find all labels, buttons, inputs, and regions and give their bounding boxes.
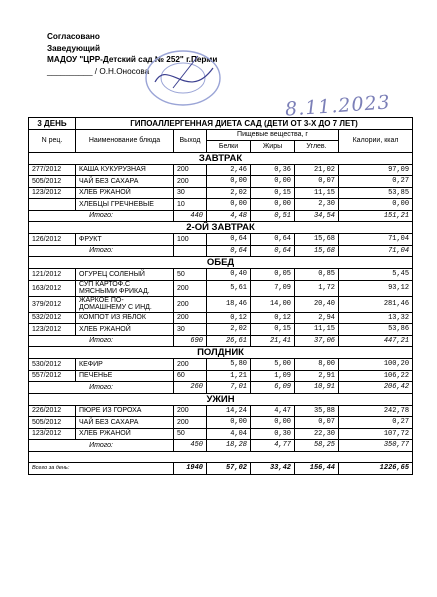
recipe-cell: 226/2012 [29, 405, 76, 417]
col-carbs-header: Углев. [295, 141, 339, 153]
dish-name-cell: ОГУРЕЦ СОЛЕНЫЙ [76, 269, 174, 281]
fat-cell: 0,00 [251, 176, 295, 188]
section-title: УЖИН [29, 393, 413, 405]
calories-cell: 97,09 [339, 164, 413, 176]
fat-cell: 4,47 [251, 405, 295, 417]
handwritten-date: 8.11.2023 [284, 91, 392, 121]
subtotal-label: Итого: [29, 382, 174, 394]
fat-cell: 5,00 [251, 359, 295, 371]
col-fat-header: Жиры [251, 141, 295, 153]
col-yield-header: Выход [174, 129, 207, 152]
col-protein-header: Белки [207, 141, 251, 153]
fat-cell: 0,30 [251, 428, 295, 440]
protein-cell: 0,64 [207, 234, 251, 246]
calories-cell: 0,00 [339, 199, 413, 211]
dish-name-cell: ФРУКТ [76, 234, 174, 246]
subtotal-fat: 0,64 [251, 245, 295, 257]
calories-cell: 281,46 [339, 296, 413, 312]
yield-cell: 200 [174, 296, 207, 312]
recipe-cell: 123/2012 [29, 324, 76, 336]
calories-cell: 53,86 [339, 324, 413, 336]
col-calories-header: Калории, ккал [339, 129, 413, 152]
subtotal-yield: 690 [174, 335, 207, 347]
dish-name-cell: ХЛЕБ РЖАНОЙ [76, 428, 174, 440]
grand-total-protein: 57,02 [207, 463, 251, 475]
protein-cell: 5,61 [207, 280, 251, 296]
calories-cell: 53,85 [339, 187, 413, 199]
yield-cell: 50 [174, 428, 207, 440]
calories-cell: 93,12 [339, 280, 413, 296]
table-row [29, 370, 413, 382]
section-row-snack [29, 347, 413, 359]
calories-cell: 71,04 [339, 234, 413, 246]
table-row [29, 428, 413, 440]
fat-cell: 0,36 [251, 164, 295, 176]
yield-cell: 200 [174, 164, 207, 176]
carbs-cell: 2,91 [295, 370, 339, 382]
fat-cell: 0,15 [251, 324, 295, 336]
table-row [29, 324, 413, 336]
menu-table [28, 117, 413, 475]
carbs-cell: 15,68 [295, 234, 339, 246]
yield-cell: 30 [174, 187, 207, 199]
grand-total-yield: 1940 [174, 463, 207, 475]
calories-cell: 5,45 [339, 269, 413, 281]
grand-total-carbs: 156,44 [295, 463, 339, 475]
yield-cell: 200 [174, 312, 207, 324]
carbs-cell: 0,07 [295, 176, 339, 188]
subtotal-calories: 350,77 [339, 440, 413, 452]
recipe-cell: 505/2012 [29, 176, 76, 188]
yield-cell: 100 [174, 234, 207, 246]
table-header-row [29, 129, 413, 141]
recipe-cell: 126/2012 [29, 234, 76, 246]
section-row-breakfast [29, 152, 413, 164]
section-row-dinner [29, 393, 413, 405]
fat-cell: 7,09 [251, 280, 295, 296]
table-row [29, 405, 413, 417]
subtotal-yield [174, 245, 207, 257]
carbs-cell: 2,94 [295, 312, 339, 324]
table-row [29, 417, 413, 429]
fat-cell: 14,00 [251, 296, 295, 312]
table-row [29, 312, 413, 324]
table-row [29, 269, 413, 281]
table-row [29, 187, 413, 199]
section-title: ЗАВТРАК [29, 152, 413, 164]
carbs-cell: 35,88 [295, 405, 339, 417]
dish-name-cell: КАША КУКУРУЗНАЯ [76, 164, 174, 176]
subtotal-row [29, 335, 413, 347]
carbs-cell: 22,30 [295, 428, 339, 440]
subtotal-protein: 7,01 [207, 382, 251, 394]
dish-name-cell: ЧАЙ БЕЗ САХАРА [76, 176, 174, 188]
yield-cell: 200 [174, 417, 207, 429]
dish-name-cell: ЖАРКОЕ ПО-ДОМАШНЕМУ С ИНД. [76, 296, 174, 312]
subtotal-calories: 447,21 [339, 335, 413, 347]
grand-total-fat: 33,42 [251, 463, 295, 475]
table-row [29, 296, 413, 312]
protein-cell: 0,00 [207, 199, 251, 211]
protein-cell: 1,21 [207, 370, 251, 382]
protein-cell: 14,24 [207, 405, 251, 417]
yield-cell: 30 [174, 324, 207, 336]
section-title: ПОЛДНИК [29, 347, 413, 359]
recipe-cell: 163/2012 [29, 280, 76, 296]
protein-cell: 4,04 [207, 428, 251, 440]
carbs-cell: 21,02 [295, 164, 339, 176]
subtotal-row [29, 382, 413, 394]
stamp-seal [143, 48, 223, 108]
subtotal-carbs: 37,06 [295, 335, 339, 347]
subtotal-carbs: 10,91 [295, 382, 339, 394]
yield-cell: 200 [174, 176, 207, 188]
carbs-cell: 2,30 [295, 199, 339, 211]
subtotal-yield: 440 [174, 210, 207, 222]
dish-name-cell: ПЕЧЕНЬЕ [76, 370, 174, 382]
grand-total-calories: 1226,65 [339, 463, 413, 475]
approval-line-org: МАДОУ "ЦРР-Детский сад № 252" г.Перми [47, 55, 218, 64]
section-title: ОБЕД [29, 257, 413, 269]
fat-cell: 0,64 [251, 234, 295, 246]
subtotal-row [29, 210, 413, 222]
yield-cell: 200 [174, 405, 207, 417]
dish-name-cell: КЕФИР [76, 359, 174, 371]
recipe-cell: 277/2012 [29, 164, 76, 176]
approval-signature-line: __________ / О.Н.Оносова [47, 66, 150, 76]
fat-cell: 1,09 [251, 370, 295, 382]
fat-cell: 0,15 [251, 187, 295, 199]
subtotal-row [29, 245, 413, 257]
dish-name-cell: ХЛЕБ РЖАНОЙ [76, 324, 174, 336]
protein-cell: 0,00 [207, 417, 251, 429]
recipe-cell [29, 199, 76, 211]
section-row-second-breakfast [29, 222, 413, 234]
recipe-cell: 123/2012 [29, 187, 76, 199]
dish-name-cell: ХЛЕБЦЫ ГРЕЧНЕВЫЕ [76, 199, 174, 211]
protein-cell: 0,40 [207, 269, 251, 281]
calories-cell: 0,27 [339, 417, 413, 429]
protein-cell: 2,02 [207, 187, 251, 199]
yield-cell: 10 [174, 199, 207, 211]
protein-cell: 0,12 [207, 312, 251, 324]
recipe-cell: 530/2012 [29, 359, 76, 371]
carbs-cell: 20,40 [295, 296, 339, 312]
subtotal-label: Итого: [29, 210, 174, 222]
table-title-row [29, 118, 413, 130]
subtotal-protein: 26,61 [207, 335, 251, 347]
subtotal-carbs: 34,54 [295, 210, 339, 222]
day-label: 3 ДЕНЬ [29, 118, 76, 130]
subtotal-label: Итого: [29, 335, 174, 347]
yield-cell: 50 [174, 269, 207, 281]
subtotal-fat: 4,77 [251, 440, 295, 452]
protein-cell: 5,80 [207, 359, 251, 371]
dish-name-cell: ЧАЙ БЕЗ САХАРА [76, 417, 174, 429]
table-row [29, 359, 413, 371]
recipe-cell: 379/2012 [29, 296, 76, 312]
dish-name-cell: СУП КАРТОФ.С МЯСНЫМИ ФРИКАД. [76, 280, 174, 296]
subtotal-calories: 206,42 [339, 382, 413, 394]
table-row [29, 280, 413, 296]
carbs-cell: 8,00 [295, 359, 339, 371]
grand-total-row [29, 463, 413, 475]
subtotal-fat: 0,51 [251, 210, 295, 222]
subtotal-yield: 450 [174, 440, 207, 452]
fat-cell: 0,00 [251, 199, 295, 211]
subtotal-protein: 18,28 [207, 440, 251, 452]
calories-cell: 107,72 [339, 428, 413, 440]
calories-cell: 13,32 [339, 312, 413, 324]
subtotal-label: Итого: [29, 245, 174, 257]
section-row-lunch [29, 257, 413, 269]
col-name-header: Наименование блюда [76, 129, 174, 152]
protein-cell: 2,46 [207, 164, 251, 176]
subtotal-fat: 6,09 [251, 382, 295, 394]
recipe-cell: 505/2012 [29, 417, 76, 429]
table-row [29, 176, 413, 188]
yield-cell: 60 [174, 370, 207, 382]
diet-title: ГИПОАЛЛЕРГЕННАЯ ДИЕТА САД (ДЕТИ ОТ 3-Х ДО 7 ЛЕТ) [76, 118, 413, 130]
recipe-cell: 123/2012 [29, 428, 76, 440]
col-nutrients-header: Пищевые вещества, г [207, 129, 339, 141]
subtotal-protein: 4,48 [207, 210, 251, 222]
dish-name-cell: КОМПОТ ИЗ ЯБЛОК [76, 312, 174, 324]
dish-name-cell: ПЮРЕ ИЗ ГОРОХА [76, 405, 174, 417]
subtotal-carbs: 58,25 [295, 440, 339, 452]
recipe-cell: 121/2012 [29, 269, 76, 281]
carbs-cell: 11,15 [295, 187, 339, 199]
approval-line-agreed: Согласовано [47, 32, 100, 41]
recipe-cell: 532/2012 [29, 312, 76, 324]
subtotal-calories: 71,04 [339, 245, 413, 257]
protein-cell: 18,46 [207, 296, 251, 312]
grand-total-label: Всего за день: [29, 463, 174, 475]
table-row [29, 164, 413, 176]
subtotal-yield: 260 [174, 382, 207, 394]
recipe-cell: 557/2012 [29, 370, 76, 382]
subtotal-label: Итого: [29, 440, 174, 452]
table-row [29, 234, 413, 246]
subtotal-calories: 151,21 [339, 210, 413, 222]
protein-cell: 2,02 [207, 324, 251, 336]
yield-cell: 200 [174, 359, 207, 371]
table-row [29, 199, 413, 211]
subtotal-fat: 21,41 [251, 335, 295, 347]
section-title: 2-ОЙ ЗАВТРАК [29, 222, 413, 234]
carbs-cell: 0,07 [295, 417, 339, 429]
calories-cell: 106,22 [339, 370, 413, 382]
dish-name-cell: ХЛЕБ РЖАНОЙ [76, 187, 174, 199]
calories-cell: 242,78 [339, 405, 413, 417]
carbs-cell: 11,15 [295, 324, 339, 336]
fat-cell: 0,12 [251, 312, 295, 324]
subtotal-protein: 0,64 [207, 245, 251, 257]
subtotal-carbs: 15,68 [295, 245, 339, 257]
carbs-cell: 0,85 [295, 269, 339, 281]
approval-line-head: Заведующий [47, 43, 100, 53]
col-recipe-header: N рец. [29, 129, 76, 152]
subtotal-row [29, 440, 413, 452]
fat-cell: 0,05 [251, 269, 295, 281]
calories-cell: 100,20 [339, 359, 413, 371]
calories-cell: 0,27 [339, 176, 413, 188]
fat-cell: 0,00 [251, 417, 295, 429]
spacer-row [29, 451, 413, 463]
protein-cell: 0,00 [207, 176, 251, 188]
yield-cell: 200 [174, 280, 207, 296]
carbs-cell: 1,72 [295, 280, 339, 296]
